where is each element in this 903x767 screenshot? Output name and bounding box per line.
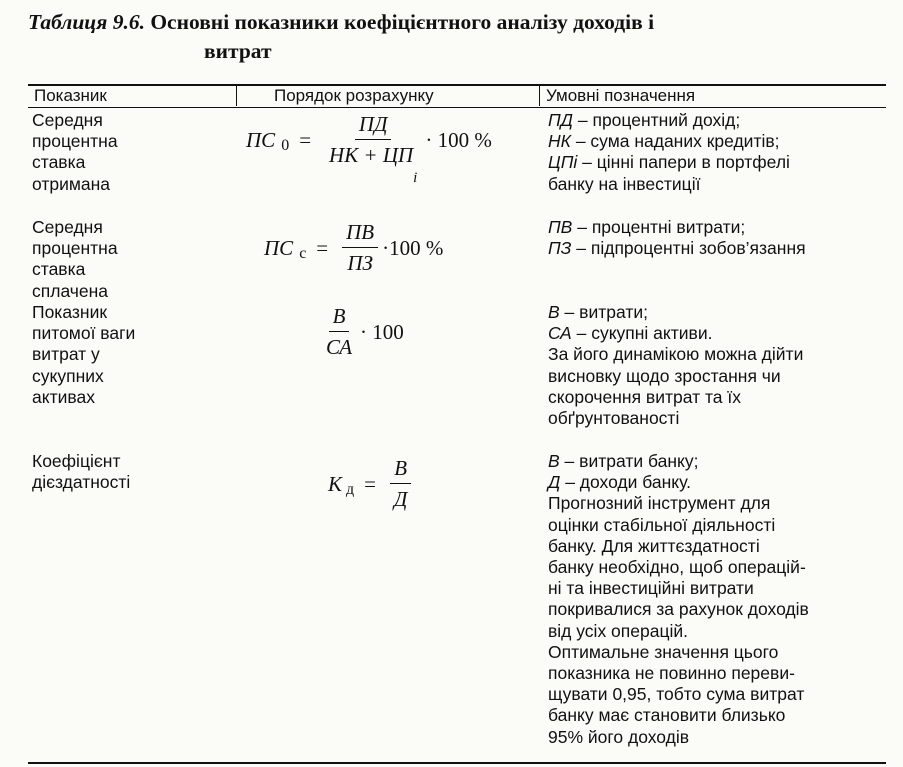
row-2-indicator: Середня процентна ставка сплачена [32,217,118,301]
table-caption [28,8,888,66]
table-title-line2: витрат [204,39,272,63]
row-1-notation: ПД – процентний дохід; НК – сума наданих кредитів; ЦПі – цінні папери в портфелі банку на інвестиції [548,110,790,194]
fraction: $\frac{В}{СА}$ [326,304,353,359]
row-4-notation: В – витрати банку; Д – доходи банку. Прогнозний інструмент для оцінки стабільної діяльності банку. Для життєздатності банку необхідно, щоб операцій- ні та інвестиційні витрати покривалися за рахунок доходів від усіх операцій. Оптимальне значення цього показника не повинно переви- щувати 0,95, тобто сума витрат банку має становити близько 95% його доходів [548,451,809,747]
header-rule [28,107,886,108]
row-3-formula: $\frac{В}{СА}$ · 100 [318,304,404,360]
top-rule [28,84,886,86]
fraction: $\frac{В}{Д}$ [390,456,411,512]
column-header-notation: Умовні позначення [546,86,696,105]
row-1-formula: ПС 0 = $\frac{ПД}{НК + ЦП_i}$ · 100 % [246,112,492,186]
fraction: $\frac{ПВ}{ПЗ}$ [342,220,378,276]
row-2-notation: ПВ – процентні витрати; ПЗ – підпроцентні зобов’язання [548,217,806,259]
header-divider-1 [236,86,237,106]
row-3-notation: В – витрати; СА – сукупні активи. За його динамікою можна дійти висновку щодо зростання чи скорочення витрат та їх обґрунтованості [548,302,804,429]
column-header-calculation: Порядок розрахунку [274,86,434,105]
row-1-indicator: Середня процентна ставка отримана [32,110,118,194]
header-divider-2 [539,86,540,106]
row-3-indicator: Показник питомої ваги витрат у сукупних активах [32,302,136,407]
fraction: $\frac{ПД}{НК + ЦП_i}$ [329,112,418,186]
table-number: Таблиця 9.6. [28,10,145,34]
row-4-indicator: Коефіцієнт дієздатності [32,451,131,493]
table-title: Основні показники коефіцієнтного аналізу доходів і [150,10,655,34]
bottom-rule [28,762,886,764]
row-4-formula: К д = $\frac{В}{Д}$ [328,456,415,512]
row-2-formula: ПС с = $\frac{ПВ}{ПЗ}$ ·100 % [264,220,444,275]
column-header-indicator: Показник [34,86,107,105]
